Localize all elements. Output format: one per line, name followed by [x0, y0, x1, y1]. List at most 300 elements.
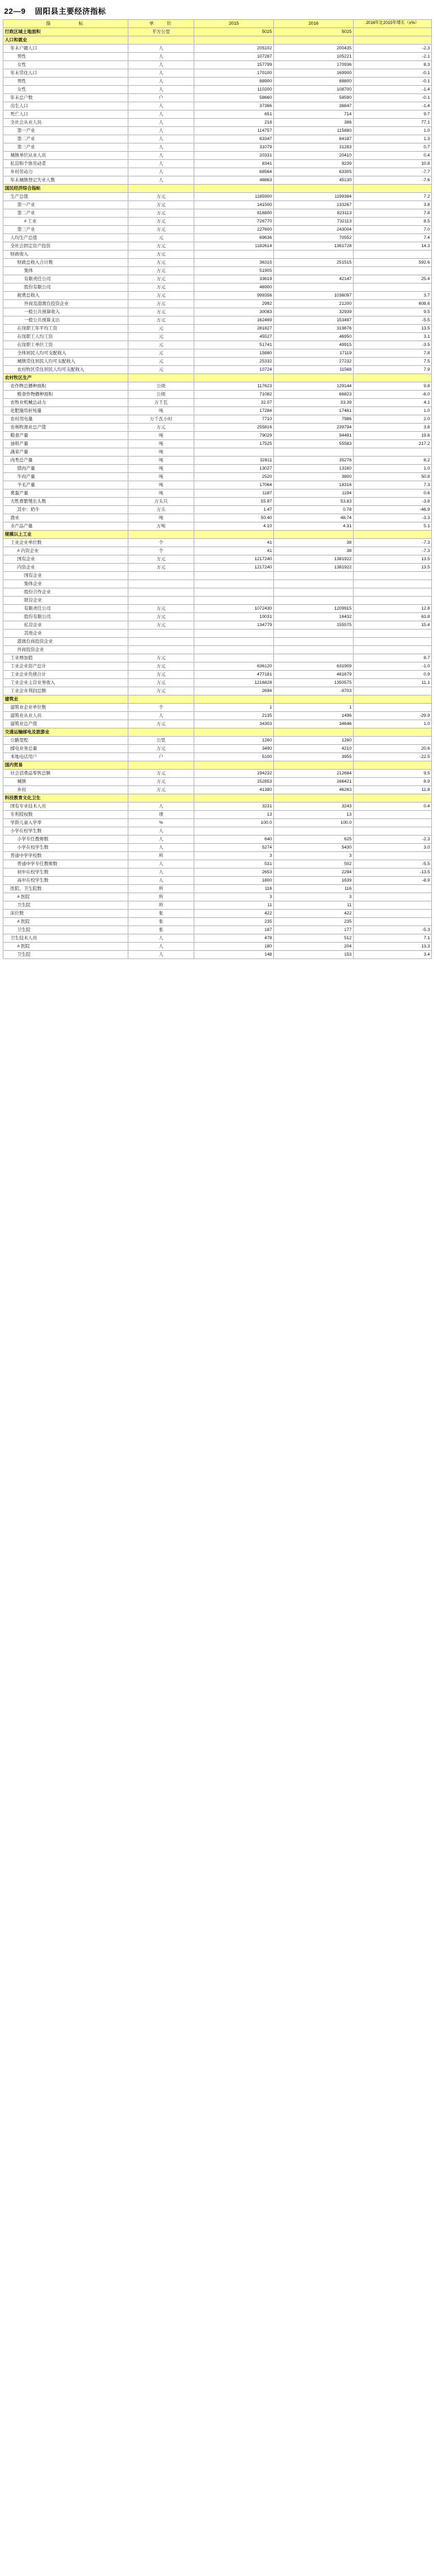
row-value-2015: 180: [194, 943, 274, 951]
row-change: 7.9: [354, 366, 432, 374]
row-change: 12.8: [354, 605, 432, 613]
section-label: 科技教育文化卫生: [3, 794, 128, 803]
row-change: 8.3: [354, 61, 432, 69]
table-section-row: [3, 185, 432, 193]
row-unit: 万元: [128, 259, 194, 267]
page-title-number: 22—9: [4, 8, 26, 16]
row-value-2016: 42147: [274, 275, 354, 284]
row-value-2015: 63347: [194, 135, 274, 143]
row-value-2016: 18316: [274, 481, 354, 490]
table-row: [3, 111, 432, 119]
row-change: 5.1: [354, 522, 432, 531]
section-empty-cell: [354, 531, 432, 539]
row-value-2016: [274, 654, 354, 663]
row-change: [354, 572, 432, 580]
row-value-2015: 48863: [194, 176, 274, 185]
row-value-2016: 1194: [274, 490, 354, 498]
row-indicator: 国有企业: [3, 572, 128, 580]
row-unit: 人: [128, 160, 194, 168]
table-row: [3, 234, 432, 242]
row-value-2015: [194, 597, 274, 605]
row-value-2015: 37366: [194, 102, 274, 111]
table-row: [3, 712, 432, 720]
row-indicator: 联营企业: [3, 597, 128, 605]
section-empty-cell: [274, 794, 354, 803]
row-value-2016: 1381922: [274, 555, 354, 564]
row-value-2015: 170100: [194, 69, 274, 78]
row-change: -0.1: [354, 94, 432, 102]
row-value-2016: 1199384: [274, 193, 354, 201]
row-value-2016: 235: [274, 918, 354, 926]
row-indicator: 卫生院: [3, 951, 128, 959]
table-row: [3, 53, 432, 61]
table-row: [3, 432, 432, 440]
row-unit: 人: [128, 836, 194, 844]
table-row: [3, 78, 432, 86]
column-header-2015: 2015: [194, 20, 274, 28]
row-unit: 吨: [128, 481, 194, 490]
row-change: [354, 901, 432, 910]
row-value-2015: 17525: [194, 440, 274, 448]
section-empty-cell: [354, 36, 432, 45]
row-value-2015: 651: [194, 111, 274, 119]
row-change: 9.5: [354, 770, 432, 778]
row-value-2016: 714: [274, 111, 354, 119]
table-row: [3, 193, 432, 201]
section-empty-cell: [354, 761, 432, 770]
row-change: 7.4: [354, 234, 432, 242]
row-indicator: 肉类总产量: [3, 457, 128, 465]
row-change: 9.5: [354, 308, 432, 317]
row-value-2016: 631909: [274, 663, 354, 671]
row-unit: 人: [128, 869, 194, 877]
row-value-2016: 100.0: [274, 819, 354, 827]
row-unit: 万头: [128, 506, 194, 514]
row-change: [354, 852, 432, 860]
table-row: [3, 646, 432, 654]
row-change: 1.0: [354, 407, 432, 415]
row-change: 8.5: [354, 218, 432, 226]
row-value-2016: 27232: [274, 358, 354, 366]
row-indicator: 油料产量: [3, 440, 128, 448]
row-value-2016: 3: [274, 893, 354, 901]
table-row: [3, 811, 432, 819]
row-indicator: 公路里程: [3, 737, 128, 745]
row-unit: [128, 597, 194, 605]
table-row: [3, 564, 432, 572]
row-value-2016: 88800: [274, 78, 354, 86]
row-unit: 张: [128, 918, 194, 926]
row-value-2015: 5025: [194, 28, 274, 36]
row-value-2016: 115880: [274, 127, 354, 135]
row-value-2015: 134779: [194, 621, 274, 630]
row-indicator: 私营和个体劳动者: [3, 160, 128, 168]
table-row: [3, 317, 432, 325]
row-change: [354, 687, 432, 695]
row-value-2015: 194232: [194, 770, 274, 778]
row-value-2016: 46950: [274, 333, 354, 341]
row-value-2016: 169900: [274, 69, 354, 78]
row-value-2016: [274, 572, 354, 580]
row-change: -3.3: [354, 514, 432, 522]
row-change: [354, 737, 432, 745]
row-change: 3.7: [354, 292, 432, 300]
row-indicator: 女性: [3, 86, 128, 94]
row-unit: [128, 572, 194, 580]
row-value-2015: 32611: [194, 457, 274, 465]
row-value-2015: 152853: [194, 778, 274, 786]
row-value-2015: 1217240: [194, 555, 274, 564]
row-value-2015: 531: [194, 860, 274, 869]
row-value-2015: [194, 588, 274, 597]
row-value-2015: 114757: [194, 127, 274, 135]
row-indicator: 税费总收入: [3, 292, 128, 300]
row-value-2015: 20331: [194, 152, 274, 160]
row-unit: 人: [128, 877, 194, 885]
row-change: [354, 918, 432, 926]
row-value-2016: 17461: [274, 407, 354, 415]
row-unit: 万千瓦小时: [128, 415, 194, 424]
row-unit: 吨: [128, 432, 194, 440]
table-row: [3, 803, 432, 811]
row-indicator: 农林牧渔业总产值: [3, 424, 128, 432]
row-unit: 元: [128, 325, 194, 333]
table-row: [3, 778, 432, 786]
table-header: [3, 20, 432, 28]
row-unit: 万元: [128, 621, 194, 630]
row-change: 10.8: [354, 160, 432, 168]
row-change: -1.4: [354, 102, 432, 111]
row-change: [354, 251, 432, 259]
row-change: [354, 885, 432, 893]
row-indicator: 小学在校学生数: [3, 827, 128, 836]
table-row: [3, 852, 432, 860]
section-empty-cell: [354, 728, 432, 737]
row-value-2016: 5025: [274, 28, 354, 36]
section-empty-cell: [194, 531, 274, 539]
row-value-2016: 48.74: [274, 514, 354, 522]
row-value-2016: 49915: [274, 341, 354, 349]
table-row: [3, 613, 432, 621]
row-indicator: 水产品产量: [3, 522, 128, 531]
section-empty-cell: [274, 728, 354, 737]
row-change: -6.0: [354, 391, 432, 399]
row-indicator: 城镇单位从业人员: [3, 152, 128, 160]
row-change: -0.1: [354, 78, 432, 86]
table-row: [3, 704, 432, 712]
table-row: [3, 284, 432, 292]
table-row: [3, 325, 432, 333]
row-unit: 万元: [128, 292, 194, 300]
table-row: [3, 893, 432, 901]
table-row: [3, 770, 432, 778]
table-row: [3, 160, 432, 168]
row-value-2015: 640: [194, 836, 274, 844]
row-change: -3.8: [354, 498, 432, 506]
row-unit: 人: [128, 827, 194, 836]
table-row: [3, 547, 432, 555]
row-change: -7.3: [354, 539, 432, 547]
table-row: [3, 226, 432, 234]
table-row: [3, 926, 432, 934]
row-value-2016: [274, 638, 354, 646]
row-unit: 万元: [128, 284, 194, 292]
row-indicator: 粮食作物播种面积: [3, 391, 128, 399]
table-row: [3, 391, 432, 399]
page-title: [4, 5, 431, 16]
section-label: 人口和就业: [3, 36, 128, 45]
row-unit: 人: [128, 951, 194, 959]
row-value-2015: 218: [194, 119, 274, 127]
row-unit: 人: [128, 168, 194, 176]
row-change: -29.9: [354, 712, 432, 720]
row-value-2016: 1361728: [274, 242, 354, 251]
row-unit: 个: [128, 704, 194, 712]
row-value-2016: 70552: [274, 234, 354, 242]
row-value-2016: 36847: [274, 102, 354, 111]
row-value-2016: 34646: [274, 720, 354, 728]
row-unit: 万元: [128, 679, 194, 687]
row-unit: 个: [128, 547, 194, 555]
row-value-2015: 726770: [194, 218, 274, 226]
row-change: 0.9: [354, 671, 432, 679]
row-change: 9.8: [354, 382, 432, 391]
row-value-2016: 204: [274, 943, 354, 951]
row-value-2015: [194, 630, 274, 638]
row-indicator: 小学在校学生数: [3, 844, 128, 852]
row-change: 1.0: [354, 465, 432, 473]
row-indicator: 全社会从业人员: [3, 119, 128, 127]
table-row: [3, 621, 432, 630]
row-value-2015: 636120: [194, 663, 274, 671]
row-unit: 吨: [128, 457, 194, 465]
row-change: 4.1: [354, 399, 432, 407]
row-value-2016: 2294: [274, 869, 354, 877]
row-change: [354, 827, 432, 836]
table-row: [3, 588, 432, 597]
row-indicator: 一般公共预算支出: [3, 317, 128, 325]
table-row: [3, 671, 432, 679]
row-value-2016: 422: [274, 910, 354, 918]
table-row: [3, 292, 432, 300]
row-value-2016: 94491: [274, 432, 354, 440]
row-value-2016: 512: [274, 934, 354, 943]
section-empty-cell: [128, 761, 194, 770]
row-value-2015: 816800: [194, 209, 274, 218]
row-value-2016: 35276: [274, 457, 354, 465]
row-change: 1.0: [354, 127, 432, 135]
row-change: 7.8: [354, 349, 432, 358]
row-value-2016: 502: [274, 860, 354, 869]
table-row: [3, 737, 432, 745]
row-value-2015: 69636: [194, 234, 274, 242]
row-value-2016: [274, 827, 354, 836]
section-empty-cell: [194, 728, 274, 737]
row-unit: 人: [128, 69, 194, 78]
row-change: 13.5: [354, 555, 432, 564]
row-unit: 万元: [128, 267, 194, 275]
row-unit: 人: [128, 61, 194, 69]
row-indicator: 工业企业主营业务收入: [3, 679, 128, 687]
row-change: 608.6: [354, 300, 432, 308]
row-change: -2.1: [354, 53, 432, 61]
row-value-2015: 15880: [194, 349, 274, 358]
row-value-2016: 20410: [274, 152, 354, 160]
row-value-2016: 3800: [274, 473, 354, 481]
row-value-2015: 107287: [194, 53, 274, 61]
row-indicator: 小学专任教师数: [3, 836, 128, 844]
row-change: [354, 704, 432, 712]
table-row: [3, 209, 432, 218]
row-value-2015: 31079: [194, 143, 274, 152]
table-row: [3, 885, 432, 893]
row-value-2016: 66823: [274, 391, 354, 399]
row-unit: 人: [128, 803, 194, 811]
row-unit: 吨: [128, 465, 194, 473]
row-indicator: 年末总户数: [3, 94, 128, 102]
row-value-2016: [274, 251, 354, 259]
row-unit: 所: [128, 893, 194, 901]
row-value-2016: 116: [274, 885, 354, 893]
table-row: [3, 827, 432, 836]
row-unit: 人: [128, 53, 194, 61]
table-section-row: [3, 761, 432, 770]
row-indicator: 全体居民人均可支配收入: [3, 349, 128, 358]
row-value-2015: 79029: [194, 432, 274, 440]
row-unit: 吨: [128, 448, 194, 457]
row-value-2016: 1036097: [274, 292, 354, 300]
row-change: 77.1: [354, 119, 432, 127]
row-unit: 人: [128, 111, 194, 119]
row-change: [354, 638, 432, 646]
row-unit: 人: [128, 86, 194, 94]
page-title-text: 固阳县主要经济指标: [34, 8, 106, 16]
row-change: -0.1: [354, 69, 432, 78]
row-indicator: 在岗职工单位工资: [3, 341, 128, 349]
row-value-2015: 235: [194, 918, 274, 926]
row-unit: 人: [128, 143, 194, 152]
row-unit: 吨: [128, 440, 194, 448]
row-indicator: 第一产业: [3, 127, 128, 135]
row-indicator: 私营企业: [3, 621, 128, 630]
row-value-2016: 46263: [274, 786, 354, 794]
row-unit: 万元: [128, 564, 194, 572]
row-indicator: 年末城镇登记失业人数: [3, 176, 128, 185]
row-value-2015: 477181: [194, 671, 274, 679]
table-row: [3, 86, 432, 94]
table-row: [3, 605, 432, 613]
row-change: [354, 28, 432, 36]
row-indicator: # 内资企业: [3, 547, 128, 555]
row-change: [354, 597, 432, 605]
row-indicator: 化肥施用折纯量: [3, 407, 128, 415]
table-row: [3, 333, 432, 341]
row-indicator: 股份合作企业: [3, 588, 128, 597]
column-header-unit: 单 位: [128, 20, 194, 28]
row-change: 50.8: [354, 473, 432, 481]
row-value-2015: 2992: [194, 300, 274, 308]
row-value-2015: 255816: [194, 424, 274, 432]
row-change: 7.2: [354, 193, 432, 201]
section-label: 交通运输邮电及旅游业: [3, 728, 128, 737]
table-row: [3, 300, 432, 308]
row-indicator: 其中：奶牛: [3, 506, 128, 514]
row-indicator: 普通中学专任教师数: [3, 860, 128, 869]
row-value-2016: 9239: [274, 160, 354, 168]
row-indicator: 羊毛产量: [3, 481, 128, 490]
row-value-2016: 33.39: [274, 399, 354, 407]
row-indicator: 外商投资企业: [3, 646, 128, 654]
table-row: [3, 869, 432, 877]
table-row: [3, 836, 432, 844]
table-row: [3, 119, 432, 127]
table-row: [3, 201, 432, 209]
row-value-2016: 153497: [274, 317, 354, 325]
row-change: [354, 630, 432, 638]
table-row: [3, 102, 432, 111]
row-value-2015: 4.10: [194, 522, 274, 531]
row-value-2016: 55583: [274, 440, 354, 448]
row-value-2016: 5430: [274, 844, 354, 852]
row-unit: [128, 580, 194, 588]
row-indicator: 工业企业资产总计: [3, 663, 128, 671]
row-value-2015: 1072430: [194, 605, 274, 613]
row-indicator: 内资企业: [3, 564, 128, 572]
row-value-2015: 422: [194, 910, 274, 918]
row-value-2015: 205102: [194, 45, 274, 53]
row-indicator: 城镇: [3, 778, 128, 786]
row-change: 1.0: [354, 720, 432, 728]
row-change: 217.2: [354, 440, 432, 448]
row-change: [354, 819, 432, 827]
row-change: 1.3: [354, 135, 432, 143]
section-empty-cell: [274, 695, 354, 704]
row-change: [354, 588, 432, 597]
section-empty-cell: [274, 531, 354, 539]
row-indicator: 卫生院: [3, 926, 128, 934]
row-value-2015: 3: [194, 893, 274, 901]
row-value-2016: 1381922: [274, 564, 354, 572]
row-indicator: 死亡人口: [3, 111, 128, 119]
table-section-row: [3, 36, 432, 45]
row-value-2016: 4210: [274, 745, 354, 753]
row-unit: 万元: [128, 300, 194, 308]
row-value-2016: [274, 597, 354, 605]
row-unit: [128, 630, 194, 638]
table-row: [3, 539, 432, 547]
section-empty-cell: [194, 761, 274, 770]
row-unit: 万元: [128, 778, 194, 786]
table-row: [3, 143, 432, 152]
row-value-2015: [194, 251, 274, 259]
table-row: [3, 349, 432, 358]
row-value-2015: 1.47: [194, 506, 274, 514]
row-value-2016: [274, 646, 354, 654]
row-change: 3.1: [354, 333, 432, 341]
table-section-row: [3, 695, 432, 704]
table-row: [3, 901, 432, 910]
row-indicator: 渔业: [3, 514, 128, 522]
table-row: [3, 424, 432, 432]
row-value-2015: 117623: [194, 382, 274, 391]
row-indicator: 港澳台商投资企业: [3, 638, 128, 646]
row-change: [354, 580, 432, 588]
row-value-2016: 251515: [274, 259, 354, 267]
row-value-2016: 64187: [274, 135, 354, 143]
row-indicator: 男性: [3, 53, 128, 61]
row-value-2015: 999356: [194, 292, 274, 300]
row-value-2015: 3: [194, 852, 274, 860]
